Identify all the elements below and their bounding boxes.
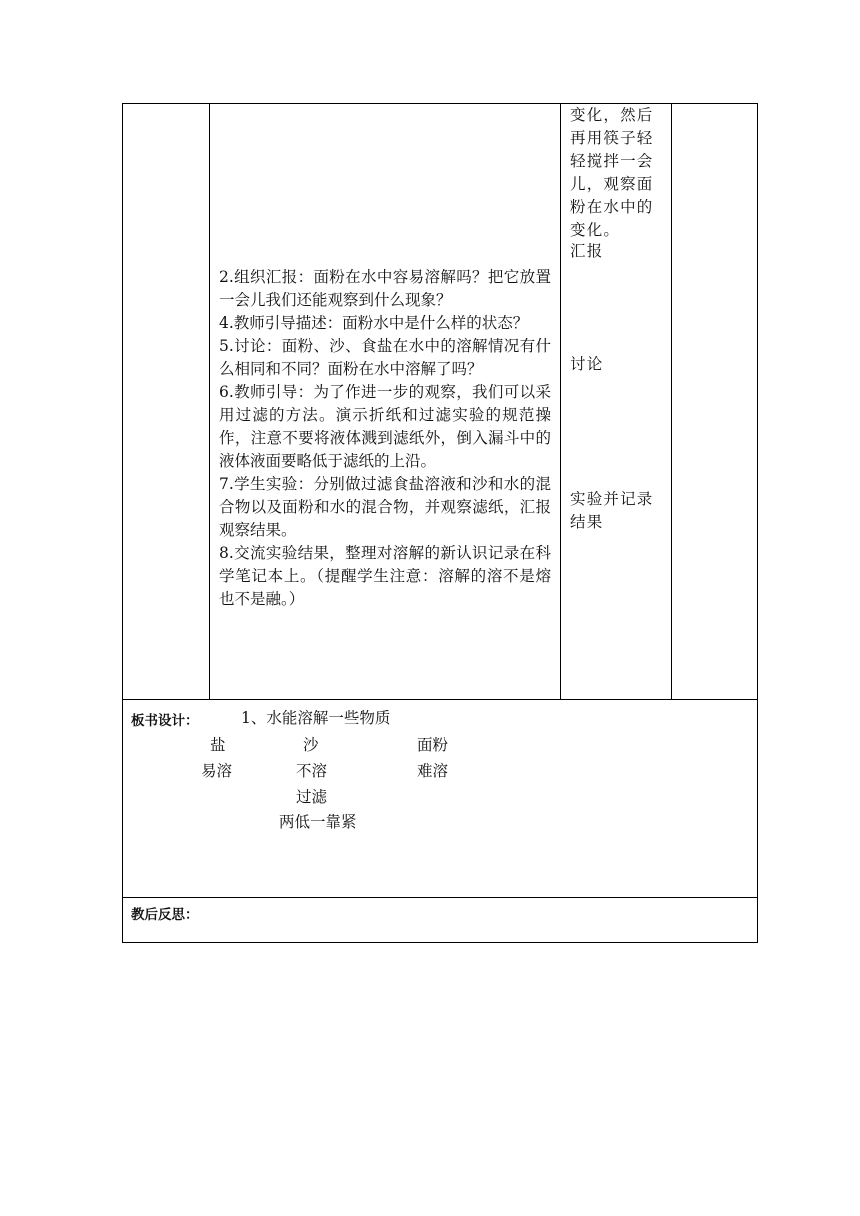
- board-sand: 沙: [303, 736, 319, 754]
- board-flour: 面粉: [417, 736, 449, 754]
- step-7: 7.学生实验：分别做过滤食盐溶液和沙和水的混合物以及面粉和水的混合物，并观察滤纸，汇报观察结果。: [219, 475, 551, 539]
- student-activity-cell: [561, 104, 672, 700]
- board-design-row: [123, 700, 758, 898]
- lesson-plan-table: [122, 103, 758, 943]
- board-salt-state: 易溶: [201, 762, 233, 780]
- board-design-label: 板书设计：: [131, 713, 199, 729]
- board-design-cell: [123, 700, 758, 898]
- activity-report: 汇报: [570, 242, 604, 260]
- step-4: 4.教师引导描述：面粉水中是什么样的状态？: [219, 314, 529, 332]
- step-2: 2.组织汇报：面粉在水中容易溶解吗？把它放置一会儿我们还能观察到什么现象？: [219, 268, 551, 309]
- procedure-row: [123, 104, 758, 700]
- reflection-row: [123, 898, 758, 943]
- board-flour-state: 难溶: [417, 762, 449, 780]
- reflection-label: 教后反思：: [131, 907, 199, 923]
- board-title: 1、水能溶解一些物质: [241, 709, 391, 727]
- stage-cell: [123, 104, 210, 700]
- board-salt: 盐: [210, 736, 226, 754]
- teacher-steps-cell: [210, 104, 561, 700]
- activity-discuss: 讨论: [570, 355, 604, 373]
- board-sand-state: 不溶: [296, 762, 328, 780]
- step-5: 5.讨论：面粉、沙、食盐在水中的溶解情况有什么相同和不同？面粉在水中溶解了吗？: [219, 337, 551, 378]
- teacher-steps: [219, 266, 551, 611]
- reflection-cell: [123, 898, 758, 943]
- activity-observe: 变化，然后再用筷子轻轻搅拌一会儿，观察面粉在水中的变化。: [570, 106, 654, 239]
- board-filter: 过滤: [296, 788, 328, 806]
- step-8: 8.交流实验结果，整理对溶解的新认识记录在科学笔记本上。（提醒学生注意：溶解的溶不是熔也不是融。）: [219, 544, 551, 608]
- activity-experiment: 实验并记录结果: [570, 490, 654, 531]
- notes-cell: [672, 104, 758, 700]
- step-6: 6.教师引导：为了作进一步的观察，我们可以采用过滤的方法。演示折纸和过滤实验的规范操作，注意不要将液体溅到滤纸外，倒入漏斗中的液体液面要略低于滤纸的上沿。: [219, 383, 551, 470]
- board-filter-rule: 两低一靠紧: [279, 813, 357, 831]
